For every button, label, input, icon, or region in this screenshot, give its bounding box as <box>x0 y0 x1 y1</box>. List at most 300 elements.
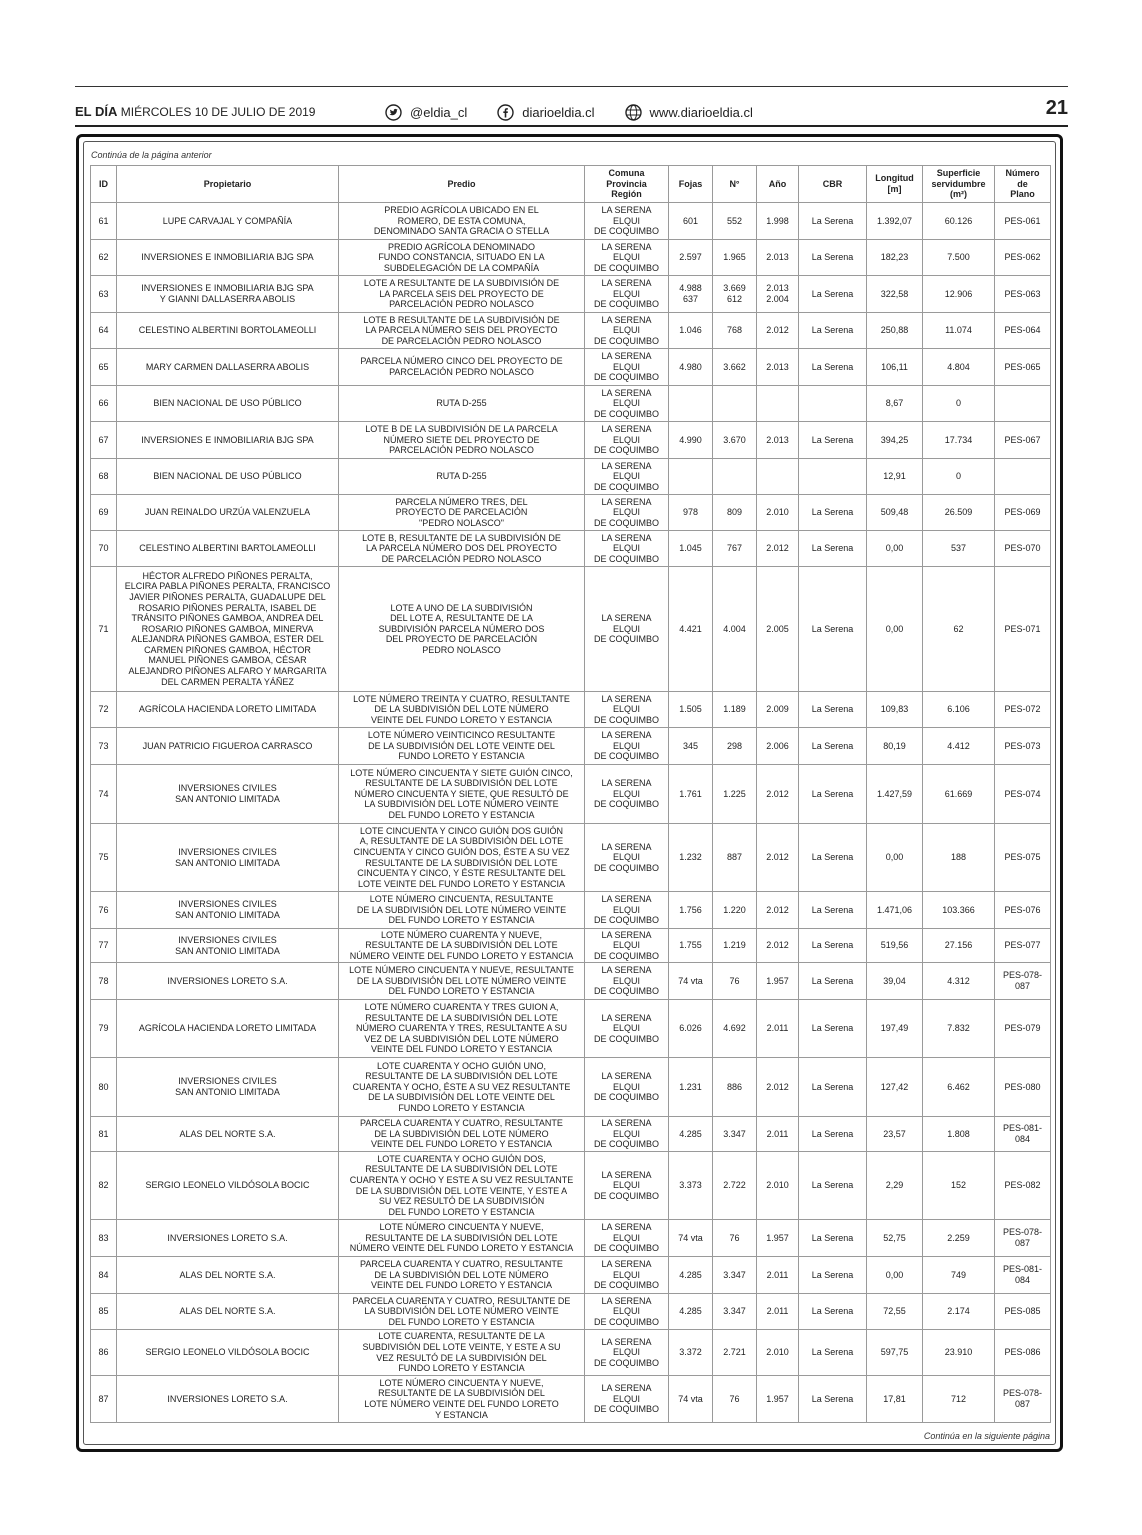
cell-folio: 74 vta <box>669 963 713 1000</box>
cell-plan: PES-076 <box>995 892 1051 929</box>
cell-number: 767 <box>713 531 757 567</box>
cell-folio: 3.373 <box>669 1152 713 1220</box>
cell-folio: 6.026 <box>669 1000 713 1058</box>
cell-commune: LA SERENA ELQUI DE COQUIMBO <box>585 1058 669 1117</box>
cell-length: 8,67 <box>867 386 923 422</box>
cell-plan: PES-065 <box>995 349 1051 386</box>
cell-folio: 2.597 <box>669 240 713 276</box>
cell-property: LOTE NÚMERO CUARENTA Y NUEVE, RESULTANTE DE LA SUBDIVISIÓN DEL LOTE NÚMERO VEINTE DEL FUNDO LORETO Y ESTANCIA <box>339 929 585 963</box>
cell-plan: PES-086 <box>995 1330 1051 1376</box>
cell-property: LOTE NÚMERO VEINTICINCO RESULTANTE DE LA SUBDIVISIÓN DEL LOTE VEINTE DEL FUNDO LORETO Y ESTANCIA <box>339 728 585 765</box>
cell-number: 1.225 <box>713 765 757 824</box>
table-row <box>91 824 1051 892</box>
table-row <box>91 1294 1051 1330</box>
issue-date: MIÉRCOLES 10 DE JULIO DE 2019 <box>120 105 316 119</box>
cell-length: 597,75 <box>867 1330 923 1376</box>
cell-owner: HÉCTOR ALFREDO PIÑONES PERALTA, ELCIRA PABLA PIÑONES PERALTA, FRANCISCO JAVIER PIÑONES PERALTA, GUADALUPE DEL ROSARIO PIÑONES PERALTA, ISABEL DE TRÁNSITO PIÑONES GAMBOA, ANDREA DEL ROSARIO PIÑONES GAMBOA, MINERVA ALEJANDRA PIÑONES GAMBOA, ESTER DEL CARMEN PIÑONES GAMBOA, HÉCTOR MANUEL PIÑONES GAMBOA, CÉSAR ALEJANDRO PIÑONES ALFARO Y MARGARITA DEL CARMEN PERALTA YÁÑEZ <box>117 567 339 692</box>
cell-commune: LA SERENA ELQUI DE COQUIMBO <box>585 728 669 765</box>
cell-year: 2.005 <box>757 567 799 692</box>
cell-id: 74 <box>91 765 117 824</box>
cell-commune: LA SERENA ELQUI DE COQUIMBO <box>585 459 669 495</box>
cell-cbr <box>799 386 867 422</box>
cell-area: 61.669 <box>923 765 995 824</box>
cell-year: 1.957 <box>757 1220 799 1257</box>
cell-folio: 1.505 <box>669 692 713 728</box>
cell-year: 2.009 <box>757 692 799 728</box>
cell-area: 2.174 <box>923 1294 995 1330</box>
cell-area: 23.910 <box>923 1330 995 1376</box>
col-folio: Fojas <box>669 166 713 203</box>
table-row <box>91 567 1051 692</box>
cell-area: 4.412 <box>923 728 995 765</box>
cell-id: 66 <box>91 386 117 422</box>
table-row <box>91 963 1051 1000</box>
cell-owner: INVERSIONES CIVILES SAN ANTONIO LIMITADA <box>117 892 339 929</box>
cell-id: 63 <box>91 276 117 313</box>
cell-cbr: La Serena <box>799 1376 867 1423</box>
cell-commune: LA SERENA ELQUI DE COQUIMBO <box>585 1257 669 1294</box>
cell-owner: INVERSIONES CIVILES SAN ANTONIO LIMITADA <box>117 824 339 892</box>
cell-plan: PES-078- 087 <box>995 1376 1051 1423</box>
table-header-row <box>91 166 1051 203</box>
cell-length: 39,04 <box>867 963 923 1000</box>
cell-cbr: La Serena <box>799 240 867 276</box>
table-row <box>91 1220 1051 1257</box>
cell-folio: 4.988 637 <box>669 276 713 313</box>
cell-area: 17.734 <box>923 422 995 459</box>
website-link[interactable]: www.diarioeldia.cl <box>649 104 753 120</box>
cell-owner: INVERSIONES CIVILES SAN ANTONIO LIMITADA <box>117 765 339 824</box>
cell-folio <box>669 386 713 422</box>
cell-cbr: La Serena <box>799 313 867 349</box>
cell-year: 2.012 <box>757 313 799 349</box>
cell-year: 2.011 <box>757 1257 799 1294</box>
cell-plan: PES-064 <box>995 313 1051 349</box>
cell-commune: LA SERENA ELQUI DE COQUIMBO <box>585 349 669 386</box>
easement-table <box>90 165 1051 1423</box>
cell-commune: LA SERENA ELQUI DE COQUIMBO <box>585 765 669 824</box>
cell-owner: INVERSIONES LORETO S.A. <box>117 1376 339 1423</box>
cell-plan: PES-071 <box>995 567 1051 692</box>
cell-year: 2.012 <box>757 531 799 567</box>
cell-cbr: La Serena <box>799 728 867 765</box>
page-number: 21 <box>1045 97 1068 119</box>
cell-area: 2.259 <box>923 1220 995 1257</box>
cell-owner: AGRÍCOLA HACIENDA LORETO LIMITADA <box>117 1000 339 1058</box>
cell-folio: 4.285 <box>669 1294 713 1330</box>
cell-year: 2.011 <box>757 1000 799 1058</box>
cell-commune: LA SERENA ELQUI DE COQUIMBO <box>585 929 669 963</box>
cell-owner: CELESTINO ALBERTINI BORTOLAMEOLLI <box>117 313 339 349</box>
cell-cbr: La Serena <box>799 929 867 963</box>
table-row <box>91 313 1051 349</box>
cell-folio: 978 <box>669 495 713 531</box>
cell-commune: LA SERENA ELQUI DE COQUIMBO <box>585 240 669 276</box>
cell-length: 12,91 <box>867 459 923 495</box>
cell-plan: PES-082 <box>995 1152 1051 1220</box>
cell-commune: LA SERENA ELQUI DE COQUIMBO <box>585 892 669 929</box>
cell-number: 886 <box>713 1058 757 1117</box>
brand-name: EL DÍA <box>75 104 118 119</box>
cell-commune: LA SERENA ELQUI DE COQUIMBO <box>585 963 669 1000</box>
cell-id: 64 <box>91 313 117 349</box>
cell-plan: PES-062 <box>995 240 1051 276</box>
cell-cbr: La Serena <box>799 1220 867 1257</box>
cell-cbr: La Serena <box>799 1330 867 1376</box>
cell-year: 2.012 <box>757 824 799 892</box>
cell-id: 83 <box>91 1220 117 1257</box>
cell-id: 69 <box>91 495 117 531</box>
cell-owner: JUAN REINALDO URZÚA VALENZUELA <box>117 495 339 531</box>
cell-length: 0,00 <box>867 531 923 567</box>
cell-cbr: La Serena <box>799 203 867 240</box>
cell-id: 73 <box>91 728 117 765</box>
cell-plan: PES-078- 087 <box>995 963 1051 1000</box>
cell-length: 106,11 <box>867 349 923 386</box>
cell-property: LOTE A UNO DE LA SUBDIVISIÓN DEL LOTE A, RESULTANTE DE LA SUBDIVISIÓN PARCELA NÚMERO DOS DEL PROYECTO DE PARCELACIÓN PEDRO NOLASCO <box>339 567 585 692</box>
cell-property: RUTA D-255 <box>339 386 585 422</box>
cell-folio: 1.756 <box>669 892 713 929</box>
cell-property: PREDIO AGRÍCOLA UBICADO EN EL ROMERO, DE ESTA COMUNA, DENOMINADO SANTA GRACIA O STELLA <box>339 203 585 240</box>
cell-property: LOTE B RESULTANTE DE LA SUBDIVISIÓN DE LA PARCELA NÚMERO SEIS DEL PROYECTO DE PARCELACIÓN PEDRO NOLASCO <box>339 313 585 349</box>
table-row <box>91 531 1051 567</box>
cell-property: PREDIO AGRÍCOLA DENOMINADO FUNDO CONSTANCIA, SITUADO EN LA SUBDELEGACIÓN DE LA COMPAÑÍA <box>339 240 585 276</box>
social-links <box>385 100 753 124</box>
table-row <box>91 1257 1051 1294</box>
cell-plan: PES-074 <box>995 765 1051 824</box>
cell-area: 6.106 <box>923 692 995 728</box>
cell-plan: PES-079 <box>995 1000 1051 1058</box>
cell-number: 298 <box>713 728 757 765</box>
cell-commune: LA SERENA ELQUI DE COQUIMBO <box>585 495 669 531</box>
cell-folio: 1.755 <box>669 929 713 963</box>
cell-number: 4.004 <box>713 567 757 692</box>
cell-number: 3.670 <box>713 422 757 459</box>
cell-id: 86 <box>91 1330 117 1376</box>
cell-property: LOTE NÚMERO TREINTA Y CUATRO, RESULTANTE DE LA SUBDIVISIÓN DEL LOTE NÚMERO VEINTE DEL FUNDO LORETO Y ESTANCIA <box>339 692 585 728</box>
cell-year: 2.012 <box>757 929 799 963</box>
cell-plan: PES-075 <box>995 824 1051 892</box>
cell-year <box>757 459 799 495</box>
table-row <box>91 692 1051 728</box>
cell-area: 60.126 <box>923 203 995 240</box>
cell-owner: INVERSIONES CIVILES SAN ANTONIO LIMITADA <box>117 929 339 963</box>
cell-year: 2.006 <box>757 728 799 765</box>
cell-length: 1.427,59 <box>867 765 923 824</box>
cell-cbr: La Serena <box>799 765 867 824</box>
cell-commune: LA SERENA ELQUI DE COQUIMBO <box>585 1330 669 1376</box>
cell-commune: LA SERENA ELQUI DE COQUIMBO <box>585 313 669 349</box>
cell-folio: 4.285 <box>669 1117 713 1152</box>
cell-length: 52,75 <box>867 1220 923 1257</box>
cell-folio: 1.045 <box>669 531 713 567</box>
cell-area: 26.509 <box>923 495 995 531</box>
cell-number: 1.220 <box>713 892 757 929</box>
cell-folio: 345 <box>669 728 713 765</box>
cell-folio: 74 vta <box>669 1376 713 1423</box>
cell-area: 152 <box>923 1152 995 1220</box>
cell-number: 3.662 <box>713 349 757 386</box>
cell-plan: PES-061 <box>995 203 1051 240</box>
cell-folio: 4.980 <box>669 349 713 386</box>
cell-owner: INVERSIONES E INMOBILIARIA BJG SPA <box>117 240 339 276</box>
top-rule <box>75 86 1068 87</box>
cell-cbr: La Serena <box>799 1117 867 1152</box>
cell-property: LOTE A RESULTANTE DE LA SUBDIVISIÓN DE LA PARCELA SEIS DEL PROYECTO DE PARCELACIÓN PEDRO NOLASCO <box>339 276 585 313</box>
cell-number: 552 <box>713 203 757 240</box>
table-row <box>91 422 1051 459</box>
cell-year: 2.012 <box>757 765 799 824</box>
cell-year: 2.010 <box>757 1152 799 1220</box>
cell-id: 68 <box>91 459 117 495</box>
cell-cbr: La Serena <box>799 824 867 892</box>
cell-cbr: La Serena <box>799 531 867 567</box>
cell-year: 1.957 <box>757 1376 799 1423</box>
cell-number: 1.219 <box>713 929 757 963</box>
cell-length: 72,55 <box>867 1294 923 1330</box>
continued-from-note: Continúa de la página anterior <box>91 150 212 160</box>
cell-commune: LA SERENA ELQUI DE COQUIMBO <box>585 1152 669 1220</box>
cell-id: 79 <box>91 1000 117 1058</box>
cell-id: 75 <box>91 824 117 892</box>
cell-id: 70 <box>91 531 117 567</box>
cell-commune: LA SERENA ELQUI DE COQUIMBO <box>585 1294 669 1330</box>
cell-area: 712 <box>923 1376 995 1423</box>
cell-owner: BIEN NACIONAL DE USO PÚBLICO <box>117 386 339 422</box>
table-body <box>91 203 1051 1423</box>
cell-number <box>713 386 757 422</box>
cell-commune: LA SERENA ELQUI DE COQUIMBO <box>585 567 669 692</box>
cell-owner: INVERSIONES LORETO S.A. <box>117 1220 339 1257</box>
table-row <box>91 459 1051 495</box>
cell-plan: PES-070 <box>995 531 1051 567</box>
masthead <box>75 104 315 119</box>
cell-owner: ALAS DEL NORTE S.A. <box>117 1294 339 1330</box>
cell-folio: 4.421 <box>669 567 713 692</box>
table-row <box>91 386 1051 422</box>
col-length: Longitud [m] <box>867 166 923 203</box>
twitter-handle[interactable]: @eldia_cl <box>410 104 468 120</box>
cell-property: PARCELA NÚMERO CINCO DEL PROYECTO DE PARCELACIÓN PEDRO NOLASCO <box>339 349 585 386</box>
cell-length: 197,49 <box>867 1000 923 1058</box>
cell-area: 27.156 <box>923 929 995 963</box>
cell-area: 6.462 <box>923 1058 995 1117</box>
cell-owner: MARY CARMEN DALLASERRA ABOLIS <box>117 349 339 386</box>
cell-owner: INVERSIONES E INMOBILIARIA BJG SPA <box>117 422 339 459</box>
cell-id: 71 <box>91 567 117 692</box>
table-row <box>91 892 1051 929</box>
cell-owner: ALAS DEL NORTE S.A. <box>117 1117 339 1152</box>
cell-plan: PES-073 <box>995 728 1051 765</box>
cell-length: 2,29 <box>867 1152 923 1220</box>
cell-folio: 4.285 <box>669 1257 713 1294</box>
cell-year: 2.012 <box>757 1058 799 1117</box>
cell-number: 809 <box>713 495 757 531</box>
cell-area: 11.074 <box>923 313 995 349</box>
cell-number: 2.721 <box>713 1330 757 1376</box>
cell-commune: LA SERENA ELQUI DE COQUIMBO <box>585 1117 669 1152</box>
cell-commune: LA SERENA ELQUI DE COQUIMBO <box>585 1376 669 1423</box>
cell-commune: LA SERENA ELQUI DE COQUIMBO <box>585 1000 669 1058</box>
table-row <box>91 1376 1051 1423</box>
cell-area: 7.500 <box>923 240 995 276</box>
table-row <box>91 203 1051 240</box>
cell-year: 1.998 <box>757 203 799 240</box>
cell-property: LOTE B, RESULTANTE DE LA SUBDIVISIÓN DE LA PARCELA NÚMERO DOS DEL PROYECTO DE PARCELACIÓN PEDRO NOLASCO <box>339 531 585 567</box>
cell-year: 2.013 <box>757 422 799 459</box>
cell-length: 0,00 <box>867 567 923 692</box>
cell-number: 3.347 <box>713 1294 757 1330</box>
cell-area: 103.366 <box>923 892 995 929</box>
cell-length: 519,56 <box>867 929 923 963</box>
cell-length: 1.471,06 <box>867 892 923 929</box>
cell-id: 77 <box>91 929 117 963</box>
cell-number: 76 <box>713 1220 757 1257</box>
cell-owner: JUAN PATRICIO FIGUEROA CARRASCO <box>117 728 339 765</box>
cell-property: LOTE NÚMERO CINCUENTA Y NUEVE, RESULTANTE DE LA SUBDIVISIÓN DEL LOTE NÚMERO VEINTE DEL FUNDO LORETO Y ESTANCIA <box>339 963 585 1000</box>
cell-plan: PES-081- 084 <box>995 1117 1051 1152</box>
cell-area: 4.804 <box>923 349 995 386</box>
cell-cbr: La Serena <box>799 892 867 929</box>
cell-length: 1.392,07 <box>867 203 923 240</box>
cell-year <box>757 386 799 422</box>
col-number: N° <box>713 166 757 203</box>
facebook-page[interactable]: diarioeldia.cl <box>522 104 595 120</box>
cell-id: 72 <box>91 692 117 728</box>
twitter-icon <box>385 104 402 121</box>
cell-folio: 4.990 <box>669 422 713 459</box>
cell-plan: PES-067 <box>995 422 1051 459</box>
cell-commune: LA SERENA ELQUI DE COQUIMBO <box>585 386 669 422</box>
cell-property: LOTE CINCUENTA Y CINCO GUIÓN DOS GUIÓN A, RESULTANTE DE LA SUBDIVISIÓN DEL LOTE CINCUENTA Y CINCO GUIÓN DOS, ÉSTE A SU VEZ RESULTANTE DE LA SUBDIVISIÓN DEL LOTE CINCUENTA Y CINCO, Y ÉSTE RESULTANTE DEL LOTE VEINTE DEL FUNDO LORETO Y ESTANCIA <box>339 824 585 892</box>
cell-id: 81 <box>91 1117 117 1152</box>
cell-year: 2.011 <box>757 1117 799 1152</box>
cell-number: 4.692 <box>713 1000 757 1058</box>
facebook-icon <box>497 104 514 121</box>
cell-cbr: La Serena <box>799 1000 867 1058</box>
col-id: ID <box>91 166 117 203</box>
cell-number: 76 <box>713 1376 757 1423</box>
cell-property: RUTA D-255 <box>339 459 585 495</box>
cell-folio: 1.232 <box>669 824 713 892</box>
cell-length: 0,00 <box>867 1257 923 1294</box>
cell-folio: 1.046 <box>669 313 713 349</box>
cell-commune: LA SERENA ELQUI DE COQUIMBO <box>585 824 669 892</box>
cell-area: 188 <box>923 824 995 892</box>
cell-year: 2.013 <box>757 240 799 276</box>
cell-year: 2.010 <box>757 1330 799 1376</box>
cell-year: 2.011 <box>757 1294 799 1330</box>
cell-plan: PES-063 <box>995 276 1051 313</box>
cell-length: 250,88 <box>867 313 923 349</box>
cell-owner: CELESTINO ALBERTINI BARTOLAMEOLLI <box>117 531 339 567</box>
cell-area: 7.832 <box>923 1000 995 1058</box>
table-row <box>91 765 1051 824</box>
cell-property: PARCELA CUARENTA Y CUATRO, RESULTANTE DE LA SUBDIVISIÓN DEL LOTE NÚMERO VEINTE DEL FUNDO LORETO Y ESTANCIA <box>339 1294 585 1330</box>
cell-commune: LA SERENA ELQUI DE COQUIMBO <box>585 203 669 240</box>
table-row <box>91 349 1051 386</box>
cell-folio: 1.231 <box>669 1058 713 1117</box>
cell-id: 85 <box>91 1294 117 1330</box>
cell-cbr: La Serena <box>799 1058 867 1117</box>
cell-length: 23,57 <box>867 1117 923 1152</box>
cell-cbr: La Serena <box>799 567 867 692</box>
cell-folio: 601 <box>669 203 713 240</box>
cell-cbr: La Serena <box>799 276 867 313</box>
cell-owner: LUPE CARVAJAL Y COMPAÑÍA <box>117 203 339 240</box>
cell-id: 84 <box>91 1257 117 1294</box>
cell-cbr: La Serena <box>799 422 867 459</box>
col-property: Predio <box>339 166 585 203</box>
cell-length: 127,42 <box>867 1058 923 1117</box>
col-year: Año <box>757 166 799 203</box>
cell-cbr: La Serena <box>799 495 867 531</box>
cell-property: LOTE NÚMERO CINCUENTA Y SIETE GUIÓN CINCO, RESULTANTE DE LA SUBDIVISIÓN DEL LOTE NÚMERO CINCUENTA Y SIETE, QUE RESULTÓ DE LA SUBDIVISIÓN DEL LOTE NÚMERO VEINTE DEL FUNDO LORETO Y ESTANCIA <box>339 765 585 824</box>
cell-id: 78 <box>91 963 117 1000</box>
cell-area: 12.906 <box>923 276 995 313</box>
cell-cbr: La Serena <box>799 963 867 1000</box>
cell-plan: PES-072 <box>995 692 1051 728</box>
table-row <box>91 276 1051 313</box>
cell-owner: ALAS DEL NORTE S.A. <box>117 1257 339 1294</box>
col-owner: Propietario <box>117 166 339 203</box>
cell-folio: 74 vta <box>669 1220 713 1257</box>
cell-length: 509,48 <box>867 495 923 531</box>
header-rule <box>75 125 1068 127</box>
table-row <box>91 929 1051 963</box>
cell-year: 2.012 <box>757 892 799 929</box>
cell-property: LOTE NÚMERO CINCUENTA Y NUEVE, RESULTANTE DE LA SUBDIVISIÓN DEL LOTE NÚMERO VEINTE DEL FUNDO LORETO Y ESTANCIA <box>339 1376 585 1423</box>
cell-plan <box>995 386 1051 422</box>
cell-length: 0,00 <box>867 824 923 892</box>
cell-id: 65 <box>91 349 117 386</box>
table-row <box>91 1058 1051 1117</box>
cell-number: 3.347 <box>713 1117 757 1152</box>
cell-property: LOTE CUARENTA Y OCHO GUIÓN DOS, RESULTANTE DE LA SUBDIVISIÓN DEL LOTE CUARENTA Y OCHO Y ESTE A SU VEZ RESULTANTE DE LA SUBDIVISIÓN DEL LOTE VEINTE, Y ESTE A SU VEZ RESULTÓ DE LA SUBDIVISIÓN DEL FUNDO LORETO Y ESTANCIA <box>339 1152 585 1220</box>
cell-cbr <box>799 459 867 495</box>
continued-to-note: Continúa en la siguiente página <box>923 1431 1050 1441</box>
cell-length: 394,25 <box>867 422 923 459</box>
cell-property: PARCELA NÚMERO TRES, DEL PROYECTO DE PARCELACIÓN "PEDRO NOLASCO" <box>339 495 585 531</box>
cell-id: 62 <box>91 240 117 276</box>
cell-number: 887 <box>713 824 757 892</box>
cell-cbr: La Serena <box>799 349 867 386</box>
cell-year: 2.013 <box>757 349 799 386</box>
cell-property: PARCELA CUARENTA Y CUATRO, RESULTANTE DE LA SUBDIVISIÓN DEL LOTE NÚMERO VEINTE DEL FUNDO LORETO Y ESTANCIA <box>339 1257 585 1294</box>
table-row <box>91 1152 1051 1220</box>
cell-plan: PES-085 <box>995 1294 1051 1330</box>
cell-commune: LA SERENA ELQUI DE COQUIMBO <box>585 422 669 459</box>
cell-owner: BIEN NACIONAL DE USO PÚBLICO <box>117 459 339 495</box>
col-cbr: CBR <box>799 166 867 203</box>
cell-id: 80 <box>91 1058 117 1117</box>
col-area: Superficie servidumbre (m²) <box>923 166 995 203</box>
cell-number: 2.722 <box>713 1152 757 1220</box>
cell-folio <box>669 459 713 495</box>
cell-area: 0 <box>923 386 995 422</box>
cell-property: LOTE NÚMERO CINCUENTA, RESULTANTE DE LA SUBDIVISIÓN DEL LOTE NÚMERO VEINTE DEL FUNDO LORETO Y ESTANCIA <box>339 892 585 929</box>
cell-id: 61 <box>91 203 117 240</box>
cell-cbr: La Serena <box>799 1294 867 1330</box>
cell-property: LOTE NÚMERO CUARENTA Y TRES GUION A, RESULTANTE DE LA SUBDIVISIÓN DEL LOTE NÚMERO CUARENTA Y TRES, RESULTANTE A SU VEZ DE LA SUBDIVISIÓN DEL LOTE NÚMERO VEINTE DEL FUNDO LORETO Y ESTANCIA <box>339 1000 585 1058</box>
cell-commune: LA SERENA ELQUI DE COQUIMBO <box>585 1220 669 1257</box>
cell-id: 82 <box>91 1152 117 1220</box>
cell-commune: LA SERENA ELQUI DE COQUIMBO <box>585 531 669 567</box>
cell-number <box>713 459 757 495</box>
cell-owner: AGRÍCOLA HACIENDA LORETO LIMITADA <box>117 692 339 728</box>
cell-property: LOTE CUARENTA Y OCHO GUIÓN UNO, RESULTANTE DE LA SUBDIVISIÓN DEL LOTE CUARENTA Y OCHO, ÉSTE A SU VEZ RESULTANTE DE LA SUBDIVISIÓN DEL LOTE VEINTE DEL FUNDO LORETO Y ESTANCIA <box>339 1058 585 1117</box>
table-row <box>91 1000 1051 1058</box>
